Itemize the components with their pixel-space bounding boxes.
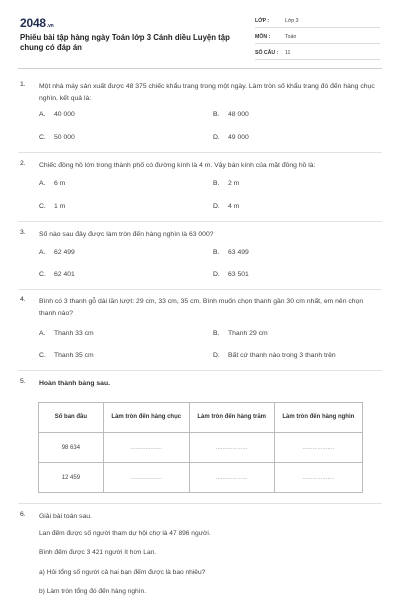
option-letter: D. <box>213 134 220 141</box>
table-header-row <box>39 403 363 433</box>
rounding-table <box>38 402 363 493</box>
question-number: 2. <box>20 160 26 167</box>
option-text: 50 000 <box>54 134 75 141</box>
meta-key: SỐ CÂU : <box>255 49 279 56</box>
option-text: 40 000 <box>54 111 75 118</box>
option-letter: B. <box>213 249 220 256</box>
option-b[interactable] <box>213 249 249 256</box>
question-text: Chiếc đồng hồ lớn trong thành phố có đường kính là 4 m. Vậy bán kính của mặt đồng hồ là: <box>39 162 316 169</box>
option-text: Bất cứ thanh nào trong 3 thanh trên <box>228 352 336 359</box>
option-c[interactable] <box>39 271 75 278</box>
blank-dots: ................... <box>130 474 163 481</box>
table-header: Số ban đầu <box>39 403 104 433</box>
blank-dots: ................... <box>302 474 335 481</box>
option-c[interactable] <box>39 352 94 359</box>
worksheet-meta <box>255 14 380 62</box>
option-text: Thanh 33 cm <box>54 330 94 337</box>
option-a[interactable] <box>39 111 75 118</box>
question-divider <box>18 370 382 371</box>
option-letter: B. <box>213 111 220 118</box>
option-d[interactable] <box>213 134 249 141</box>
option-letter: C. <box>39 203 46 210</box>
blank-dots: ................... <box>130 444 163 451</box>
table-cell-value: 98 634 <box>39 433 104 463</box>
question-text: Hoàn thành bảng sau. <box>39 380 110 387</box>
meta-row-subject <box>255 30 380 44</box>
question-text: Giải bài toán sau. <box>39 513 92 520</box>
worksheet-title: Phiếu bài tập hàng ngày Toán lớp 3 Cánh diều Luyện tập chung có đáp án <box>20 33 230 52</box>
question-divider <box>18 289 382 290</box>
table-header: Làm tròn đến hàng nghìn <box>274 403 362 433</box>
option-letter: D. <box>213 352 220 359</box>
option-b[interactable] <box>213 111 249 118</box>
option-text: Thanh 29 cm <box>228 330 268 337</box>
option-letter: C. <box>39 271 46 278</box>
option-a[interactable] <box>39 180 65 187</box>
meta-key: LỚP : <box>255 17 270 24</box>
option-letter: A. <box>39 180 46 187</box>
option-text: 49 000 <box>228 134 249 141</box>
blank-dots: ................... <box>215 444 248 451</box>
meta-value: 11 <box>285 49 291 56</box>
question-number: 4. <box>20 296 26 303</box>
table-cell-value: 12 459 <box>39 463 104 493</box>
meta-value: Lớp 3 <box>285 17 299 24</box>
logo-text: 2048 <box>20 16 46 30</box>
option-d[interactable] <box>213 352 336 359</box>
option-text: 4 m <box>228 203 240 210</box>
answer-blank[interactable] <box>189 433 274 463</box>
answer-blank[interactable] <box>189 463 274 493</box>
problem-line: b) Làm tròn tổng đó đến hàng nghìn. <box>39 588 147 595</box>
option-b[interactable] <box>213 180 239 187</box>
option-letter: B. <box>213 330 220 337</box>
header-divider <box>18 68 382 69</box>
question-divider <box>18 221 382 222</box>
question-number: 6. <box>20 511 26 518</box>
question-number: 1. <box>20 81 26 88</box>
option-letter: D. <box>213 271 220 278</box>
blank-dots: ................... <box>302 444 335 451</box>
meta-value: Toán <box>285 33 297 40</box>
option-letter: C. <box>39 134 46 141</box>
meta-row-count <box>255 46 380 60</box>
table-header: Làm tròn đến hàng chục <box>103 403 189 433</box>
problem-line: Lan đếm được số người tham dự hội chợ là 47 896 người. <box>39 530 211 537</box>
option-d[interactable] <box>213 203 239 210</box>
option-letter: B. <box>213 180 220 187</box>
option-letter: C. <box>39 352 46 359</box>
option-a[interactable] <box>39 249 75 256</box>
option-text: 2 m <box>228 180 240 187</box>
question-divider <box>18 152 382 153</box>
problem-line: a) Hỏi tổng số người cả hai bạn đếm được là bao nhiêu? <box>39 569 206 576</box>
problem-line: Bình đếm được 3 421 người ít hơn Lan. <box>39 549 157 556</box>
question-text: Một nhà máy sản xuất được 48 375 chiếc khẩu trang trong một ngày. Làm tròn số khẩu trang đó đến hàng chục nghìn, kết quả là: <box>39 83 375 102</box>
site-logo[interactable] <box>20 16 54 30</box>
option-text: 62 499 <box>54 249 75 256</box>
question-divider <box>18 503 382 504</box>
option-letter: A. <box>39 330 46 337</box>
logo-suffix: .vn <box>46 23 54 29</box>
option-text: 1 m <box>54 203 66 210</box>
option-letter: A. <box>39 111 46 118</box>
meta-key: MÔN : <box>255 33 271 40</box>
option-text: 63 501 <box>228 271 249 278</box>
answer-blank[interactable] <box>103 433 189 463</box>
option-letter: A. <box>39 249 46 256</box>
question-number: 5. <box>20 378 26 385</box>
option-text: 6 m <box>54 180 66 187</box>
answer-blank[interactable] <box>274 463 362 493</box>
blank-dots: ................... <box>215 474 248 481</box>
option-letter: D. <box>213 203 220 210</box>
answer-blank[interactable] <box>274 433 362 463</box>
option-b[interactable] <box>213 330 268 337</box>
table-row <box>39 433 363 463</box>
question-number: 3. <box>20 229 26 236</box>
option-c[interactable] <box>39 203 65 210</box>
table-row <box>39 463 363 493</box>
answer-blank[interactable] <box>103 463 189 493</box>
question-text: Số nào sau đây được làm tròn đến hàng nghìn là 63 000? <box>39 231 214 238</box>
option-c[interactable] <box>39 134 75 141</box>
option-a[interactable] <box>39 330 94 337</box>
option-text: Thanh 35 cm <box>54 352 94 359</box>
option-d[interactable] <box>213 271 249 278</box>
table-header: Làm tròn đến hàng trăm <box>189 403 274 433</box>
meta-row-class <box>255 14 380 28</box>
option-text: 63 499 <box>228 249 249 256</box>
option-text: 62 401 <box>54 271 75 278</box>
option-text: 48 000 <box>228 111 249 118</box>
question-text: Bình có 3 thanh gỗ dài lần lượt: 29 cm, 33 cm, 35 cm. Bình muốn chọn thanh gần 30 cm nhất, em nên chọn thanh nào? <box>39 298 364 317</box>
